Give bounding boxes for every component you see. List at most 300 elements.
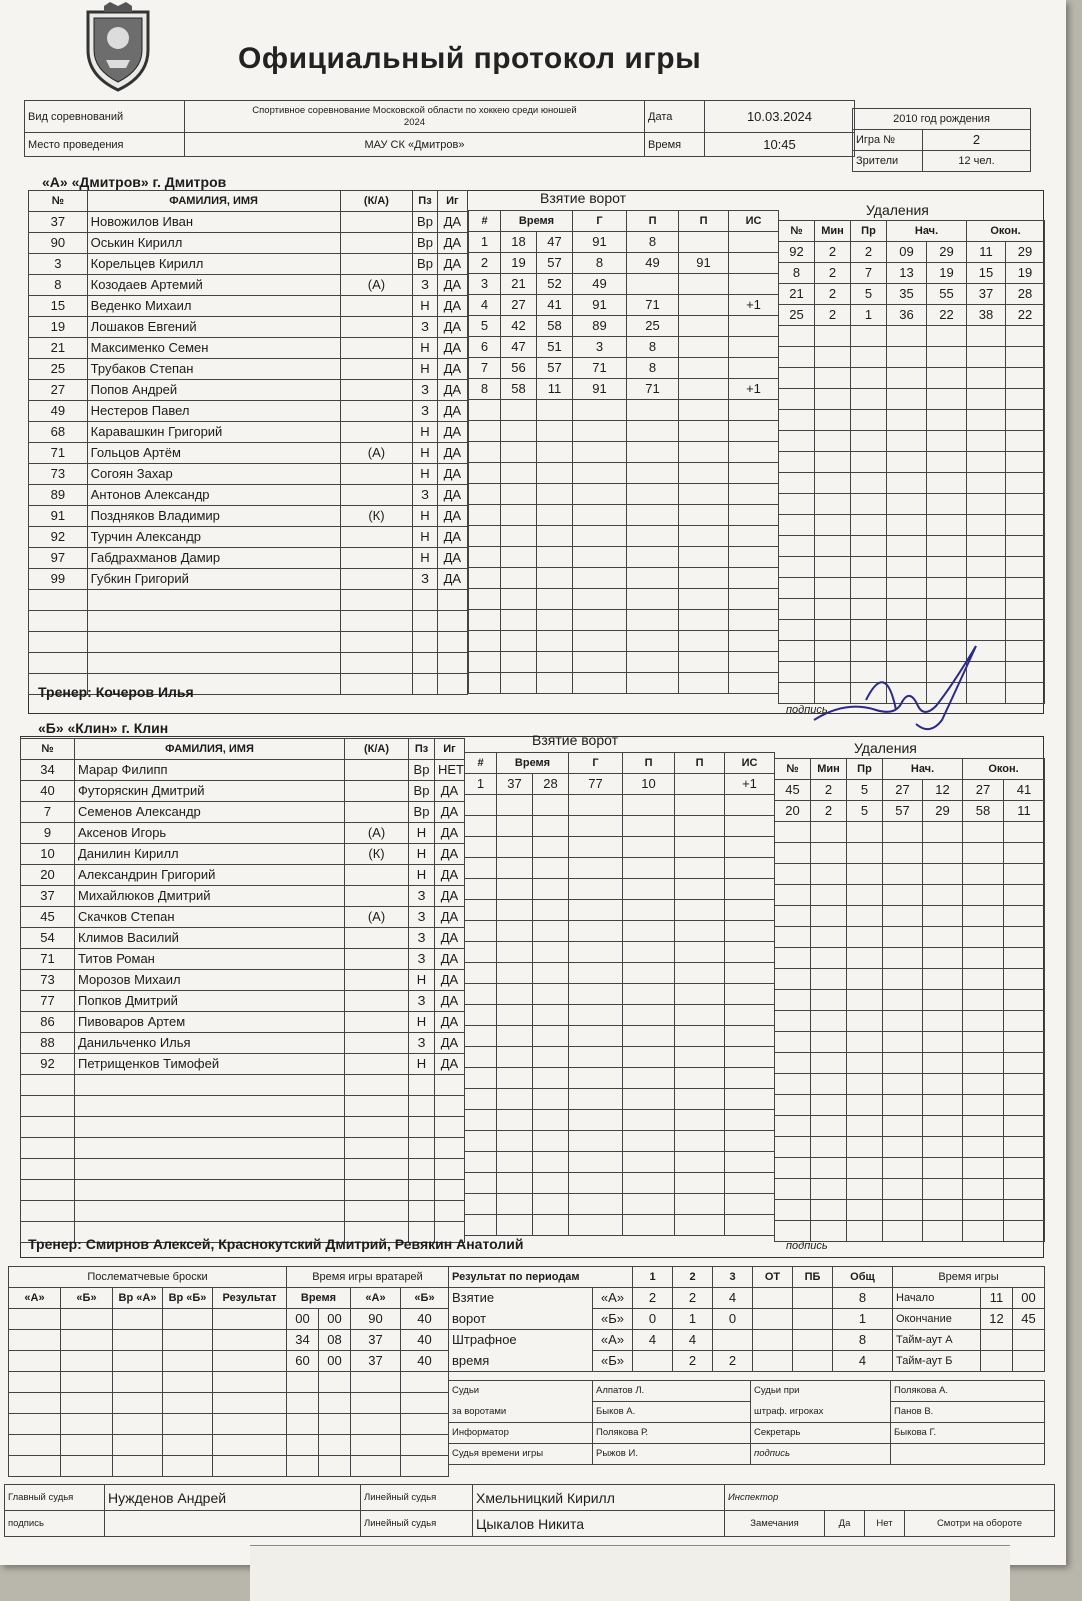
- goal-minute: [497, 1047, 533, 1068]
- player-played: ДА: [435, 823, 465, 844]
- player-captain-mark: [340, 485, 413, 506]
- penalty-start-sec: 19: [927, 263, 967, 284]
- goal-assist-2: [679, 316, 729, 337]
- player-position: [413, 674, 437, 695]
- player-captain-mark: [345, 865, 409, 886]
- table-row: [287, 1330, 449, 1351]
- table-row: [465, 984, 775, 1005]
- penalty-player: [779, 431, 815, 452]
- goal-assist-1: 8: [627, 232, 679, 253]
- goals-b-total: 1: [833, 1309, 893, 1330]
- player-captain-mark: [340, 548, 413, 569]
- goal-situation: +1: [729, 379, 779, 400]
- goalie-change-second: 00: [319, 1351, 351, 1372]
- penalty-start-sec: [923, 885, 963, 906]
- penalty-reason: [851, 494, 887, 515]
- goal-situation: +1: [729, 295, 779, 316]
- goalie-change-second: 08: [319, 1330, 351, 1351]
- goal-minute: 42: [501, 316, 537, 337]
- penalty-end-sec: [1004, 843, 1045, 864]
- table-row: [779, 557, 1045, 578]
- table-row: [465, 1215, 775, 1236]
- player-number: 10: [21, 844, 75, 865]
- penalty-reason: [847, 1137, 883, 1158]
- line-referee-label-1: Линейный судья: [361, 1485, 473, 1511]
- player-number: 3: [29, 254, 88, 275]
- goalie-change-minute: 60: [287, 1351, 319, 1372]
- goalie-b-number: 40: [401, 1309, 449, 1330]
- table-row: [779, 284, 1045, 305]
- penalty-minutes: [811, 1116, 847, 1137]
- player-position: З: [413, 485, 437, 506]
- penalty-end-min: 58: [963, 801, 1004, 822]
- penalty-end-min: [963, 1116, 1004, 1137]
- penalty-end-min: [963, 1179, 1004, 1200]
- player-played: ДА: [437, 401, 467, 422]
- player-played: ДА: [437, 506, 467, 527]
- goal-assist-2: [679, 610, 729, 631]
- penalty-player: [779, 515, 815, 536]
- table-row: [29, 611, 468, 632]
- player-captain-mark: [340, 317, 413, 338]
- goal-assist-1: 25: [627, 316, 679, 337]
- penalty-start-sec: [927, 389, 967, 410]
- goal-index: [465, 1068, 497, 1089]
- goal-minute: [501, 463, 537, 484]
- penalty-player: [779, 368, 815, 389]
- penalty-end-min: [963, 990, 1004, 1011]
- goal-scorer: [569, 942, 623, 963]
- goal-index: [469, 505, 501, 526]
- penalty-minutes: [811, 906, 847, 927]
- player-captain-mark: [345, 1117, 409, 1138]
- penalty-player: 20: [775, 801, 811, 822]
- goal-situation: [725, 900, 775, 921]
- goal-scorer: [569, 1215, 623, 1236]
- penalty-start-sec: [923, 1116, 963, 1137]
- goal-second: [537, 484, 573, 505]
- penalty-minutes: [811, 948, 847, 969]
- goal-index: [465, 1152, 497, 1173]
- goal-scorer: [569, 900, 623, 921]
- player-played: ДА: [437, 464, 467, 485]
- table-row: [469, 463, 779, 484]
- goal-assist-1: [623, 795, 675, 816]
- penalty-reason: [851, 368, 887, 389]
- player-played: ДА: [437, 548, 467, 569]
- team-a-header: «А» «Дмитров» г. Дмитров: [42, 174, 227, 190]
- player-position: З: [413, 569, 437, 590]
- penalty-minutes: [815, 326, 851, 347]
- player-name: Корельцев Кирилл: [87, 254, 340, 275]
- team-a-penalties-title: Удаления: [866, 202, 929, 218]
- goal-second: 57: [537, 358, 573, 379]
- penalty-start-min: [883, 885, 923, 906]
- goal-scorer: [569, 1110, 623, 1131]
- pen-col-end: Окон.: [963, 759, 1045, 780]
- penalty-start-min: [883, 864, 923, 885]
- goal-judge-b: Быков А.: [593, 1402, 751, 1423]
- goal-assist-2: [675, 1026, 725, 1047]
- table-row: [779, 263, 1045, 284]
- goal-assist-1: [627, 484, 679, 505]
- penalty-end-min: [963, 1074, 1004, 1095]
- goals-b-ot: [753, 1309, 793, 1330]
- player-name: Антонов Александр: [87, 485, 340, 506]
- penalty-minutes: 2: [815, 263, 851, 284]
- goal-second: [533, 1047, 569, 1068]
- player-position: [409, 1159, 435, 1180]
- goal-second: [533, 795, 569, 816]
- penalty-minutes: [811, 1158, 847, 1179]
- period-3-header: 3: [713, 1267, 753, 1288]
- goal-assist-1: [623, 900, 675, 921]
- goal-assist-1: [623, 1005, 675, 1026]
- penalty-player: 25: [779, 305, 815, 326]
- penalty-player: [779, 410, 815, 431]
- player-number: [29, 653, 88, 674]
- player-number: 77: [21, 991, 75, 1012]
- goal-assist-1: [627, 463, 679, 484]
- player-name: [75, 1117, 345, 1138]
- table-row: [29, 506, 468, 527]
- pen-col-end: Окон.: [967, 221, 1045, 242]
- player-played: НЕТ: [435, 760, 465, 781]
- goals-a-p1: 2: [633, 1288, 673, 1309]
- goals-a-total: 8: [833, 1288, 893, 1309]
- penalty-start-min: [887, 557, 927, 578]
- goal-index: [469, 484, 501, 505]
- goalie-change-second: [319, 1456, 351, 1477]
- penalty-end-sec: [1004, 1158, 1045, 1179]
- penalty-minutes: [811, 990, 847, 1011]
- goal-index: [469, 652, 501, 673]
- goal-assist-1: [623, 921, 675, 942]
- penalty-end-min: [963, 1158, 1004, 1179]
- goal-minute: [497, 858, 533, 879]
- goal-index: [469, 442, 501, 463]
- table-row: [465, 1047, 775, 1068]
- table-row: [21, 760, 465, 781]
- game-number-value: 2: [923, 130, 1031, 151]
- goal-second: [537, 673, 573, 694]
- table-row: [465, 879, 775, 900]
- table-row: [779, 515, 1045, 536]
- goalie-b-number: 40: [401, 1330, 449, 1351]
- goal-scorer: [569, 963, 623, 984]
- player-number: 90: [29, 233, 88, 254]
- goal-assist-1: [623, 858, 675, 879]
- table-row: [29, 548, 468, 569]
- player-position: Н: [413, 338, 437, 359]
- player-captain-mark: [345, 1075, 409, 1096]
- goal-situation: [729, 337, 779, 358]
- goal-assist-2: [679, 631, 729, 652]
- penalty-minutes: [815, 473, 851, 494]
- penalty-start-min: [883, 1095, 923, 1116]
- goalie-b-number: [401, 1435, 449, 1456]
- penalty-start-min: [887, 431, 927, 452]
- goal-minute: 19: [501, 253, 537, 274]
- player-played: ДА: [435, 865, 465, 886]
- goal-assist-1: [627, 526, 679, 547]
- goal-second: [537, 589, 573, 610]
- penalty-player: [775, 864, 811, 885]
- penalty-reason: [847, 948, 883, 969]
- goal-scorer: [573, 442, 627, 463]
- time-value: 10:45: [705, 133, 855, 157]
- penalty-start-min: [887, 389, 927, 410]
- penalty-player: [775, 1158, 811, 1179]
- penalty-reason: [847, 969, 883, 990]
- penalty-start-min: [883, 1011, 923, 1032]
- table-row: [21, 928, 465, 949]
- player-captain-mark: (А): [345, 907, 409, 928]
- penalty-end-min: [967, 536, 1006, 557]
- table-row: [21, 1096, 465, 1117]
- penalty-player: [779, 557, 815, 578]
- table-row: [775, 927, 1045, 948]
- penalty-end-sec: [1006, 599, 1045, 620]
- table-row: [775, 864, 1045, 885]
- coach-signature: [806, 640, 986, 740]
- penalty-start-min: [883, 1221, 923, 1242]
- player-name: Поздняков Владимир: [87, 506, 340, 527]
- penalty-reason: 7: [851, 263, 887, 284]
- table-row: [287, 1435, 449, 1456]
- goal-second: 51: [537, 337, 573, 358]
- goal-col-assist-1: П: [623, 753, 675, 774]
- goal-index: 3: [469, 274, 501, 295]
- goal-index: [465, 1215, 497, 1236]
- goal-assist-1: [623, 942, 675, 963]
- table-row: [469, 379, 779, 400]
- goal-scorer: 3: [573, 337, 627, 358]
- date-label: Дата: [645, 101, 705, 133]
- penalty-reason: 5: [851, 284, 887, 305]
- player-position: Н: [413, 443, 437, 464]
- penalty-player: [779, 536, 815, 557]
- goal-assist-1: [623, 1089, 675, 1110]
- col-captain: (К/А): [345, 739, 409, 760]
- player-captain-mark: [345, 928, 409, 949]
- penalty-start-min: [887, 620, 927, 641]
- goal-minute: 58: [501, 379, 537, 400]
- goal-situation: [729, 421, 779, 442]
- goalie-b-number: 40: [401, 1351, 449, 1372]
- shootout-col-a: «А»: [9, 1288, 61, 1309]
- penalty-start-sec: [927, 452, 967, 473]
- game-time-title: Время игры: [893, 1267, 1045, 1288]
- officials-table: [448, 1380, 1045, 1465]
- table-row: [779, 368, 1045, 389]
- penalty-end-sec: 41: [1004, 780, 1045, 801]
- goal-assist-2: [679, 379, 729, 400]
- penalty-end-sec: [1006, 515, 1045, 536]
- goal-assist-2: [679, 295, 729, 316]
- pim-b-so: [793, 1351, 833, 1372]
- table-row: [775, 1011, 1045, 1032]
- penalty-start-sec: 22: [927, 305, 967, 326]
- goal-second: [533, 921, 569, 942]
- penalty-player: [779, 599, 815, 620]
- period-shootout-header: ПБ: [793, 1267, 833, 1288]
- table-row: [465, 921, 775, 942]
- player-position: [413, 653, 437, 674]
- goal-second: [533, 1026, 569, 1047]
- penalty-end-min: [963, 843, 1004, 864]
- table-row: [775, 885, 1045, 906]
- table-row: [775, 843, 1045, 864]
- secretary-name: Быкова Г.: [891, 1423, 1045, 1444]
- goal-situation: [725, 1215, 775, 1236]
- player-number: 54: [21, 928, 75, 949]
- goal-scorer: [573, 652, 627, 673]
- player-number: [21, 1138, 75, 1159]
- goals-a-p2: 2: [673, 1288, 713, 1309]
- penalty-end-min: [967, 494, 1006, 515]
- goal-judges-label-2: за воротами: [449, 1402, 593, 1423]
- table-row: [779, 389, 1045, 410]
- goal-assist-1: 8: [627, 358, 679, 379]
- goal-assist-1: [627, 568, 679, 589]
- goal-second: [533, 1152, 569, 1173]
- penalty-end-min: [963, 906, 1004, 927]
- penalty-end-sec: 22: [1006, 305, 1045, 326]
- table-row: [469, 589, 779, 610]
- penalty-end-sec: [1004, 1137, 1045, 1158]
- table-row: [465, 774, 775, 795]
- penalty-player: [775, 990, 811, 1011]
- goal-index: [465, 858, 497, 879]
- goalie-time-table: [286, 1266, 449, 1477]
- goal-scorer: [569, 1173, 623, 1194]
- pim-team-a-label: «А»: [593, 1330, 633, 1351]
- player-number: 19: [29, 317, 88, 338]
- main-referee-label: Главный судья: [5, 1485, 105, 1511]
- penalty-start-sec: [923, 1200, 963, 1221]
- penalty-end-min: 15: [967, 263, 1006, 284]
- player-name: Данильченко Илья: [75, 1033, 345, 1054]
- goal-assist-2: [675, 1131, 725, 1152]
- pim-b-total: 4: [833, 1351, 893, 1372]
- time-label: Время: [645, 133, 705, 157]
- goal-assist-2: [679, 484, 729, 505]
- penalty-reason: [847, 927, 883, 948]
- goal-second: [537, 505, 573, 526]
- table-row: [465, 1005, 775, 1026]
- table-row: [465, 795, 775, 816]
- goal-situation: [729, 358, 779, 379]
- table-row: [465, 963, 775, 984]
- line-referee-label-2: Линейный судья: [361, 1511, 473, 1537]
- team-a-sign-label: подпись: [786, 704, 828, 716]
- goal-judge-a: Алпатов Л.: [593, 1381, 751, 1402]
- penalty-reason: [847, 822, 883, 843]
- goal-index: [465, 1194, 497, 1215]
- goal-index: [465, 795, 497, 816]
- player-played: ДА: [437, 338, 467, 359]
- goal-minute: [501, 505, 537, 526]
- goal-assist-2: [675, 837, 725, 858]
- player-played: ДА: [437, 359, 467, 380]
- player-captain-mark: [340, 254, 413, 275]
- table-row: [21, 844, 465, 865]
- goalie-change-second: 00: [319, 1309, 351, 1330]
- goal-assist-1: [623, 1215, 675, 1236]
- table-row: [287, 1372, 449, 1393]
- goal-minute: [497, 1005, 533, 1026]
- penalty-reason: [851, 599, 887, 620]
- player-position: Н: [413, 506, 437, 527]
- penalty-start-sec: [927, 368, 967, 389]
- goal-situation: [729, 274, 779, 295]
- table-row: [465, 1110, 775, 1131]
- goal-index: 2: [469, 253, 501, 274]
- goal-col-scorer: Г: [569, 753, 623, 774]
- player-name: Футоряскин Дмитрий: [75, 781, 345, 802]
- goal-minute: [501, 484, 537, 505]
- goal-second: [537, 547, 573, 568]
- goal-col-index: #: [469, 211, 501, 232]
- goal-assist-2: [679, 673, 729, 694]
- penalty-minutes: 2: [815, 305, 851, 326]
- penalty-end-sec: [1006, 641, 1045, 662]
- goal-situation: [725, 1026, 775, 1047]
- penalty-end-min: [963, 1221, 1004, 1242]
- penalty-reason: 5: [847, 801, 883, 822]
- player-number: 89: [29, 485, 88, 506]
- player-position: З: [413, 317, 437, 338]
- goal-index: [469, 463, 501, 484]
- penalty-reason: [851, 347, 887, 368]
- player-number: [29, 611, 88, 632]
- goal-second: [537, 568, 573, 589]
- player-position: З: [413, 275, 437, 296]
- penalty-end-sec: [1004, 948, 1045, 969]
- goal-scorer: [573, 631, 627, 652]
- goal-assist-1: [623, 963, 675, 984]
- goalie-b-number: [401, 1372, 449, 1393]
- player-name: [75, 1075, 345, 1096]
- player-played: ДА: [437, 233, 467, 254]
- goal-second: [537, 421, 573, 442]
- table-row: [21, 949, 465, 970]
- goalie-a-number: [351, 1456, 401, 1477]
- periods-title: Результат по периодам: [449, 1267, 633, 1288]
- goal-second: [537, 400, 573, 421]
- player-played: ДА: [435, 844, 465, 865]
- penalty-start-sec: [923, 1053, 963, 1074]
- penalty-end-sec: [1004, 885, 1045, 906]
- player-played: ДА: [435, 886, 465, 907]
- penalty-end-sec: [1006, 410, 1045, 431]
- player-number: [21, 1075, 75, 1096]
- goal-col-situation: ИС: [729, 211, 779, 232]
- penalty-end-min: [963, 822, 1004, 843]
- penalty-start-min: [883, 1074, 923, 1095]
- table-row: [469, 274, 779, 295]
- goalie-a-number: 90: [351, 1309, 401, 1330]
- player-name: [75, 1096, 345, 1117]
- penalty-start-sec: [923, 927, 963, 948]
- table-row: [21, 1138, 465, 1159]
- team-b-goals-title: Взятие ворот: [532, 732, 618, 748]
- table-row: [779, 536, 1045, 557]
- penalty-player: [775, 948, 811, 969]
- goal-second: [533, 1131, 569, 1152]
- table-row: [775, 1158, 1045, 1179]
